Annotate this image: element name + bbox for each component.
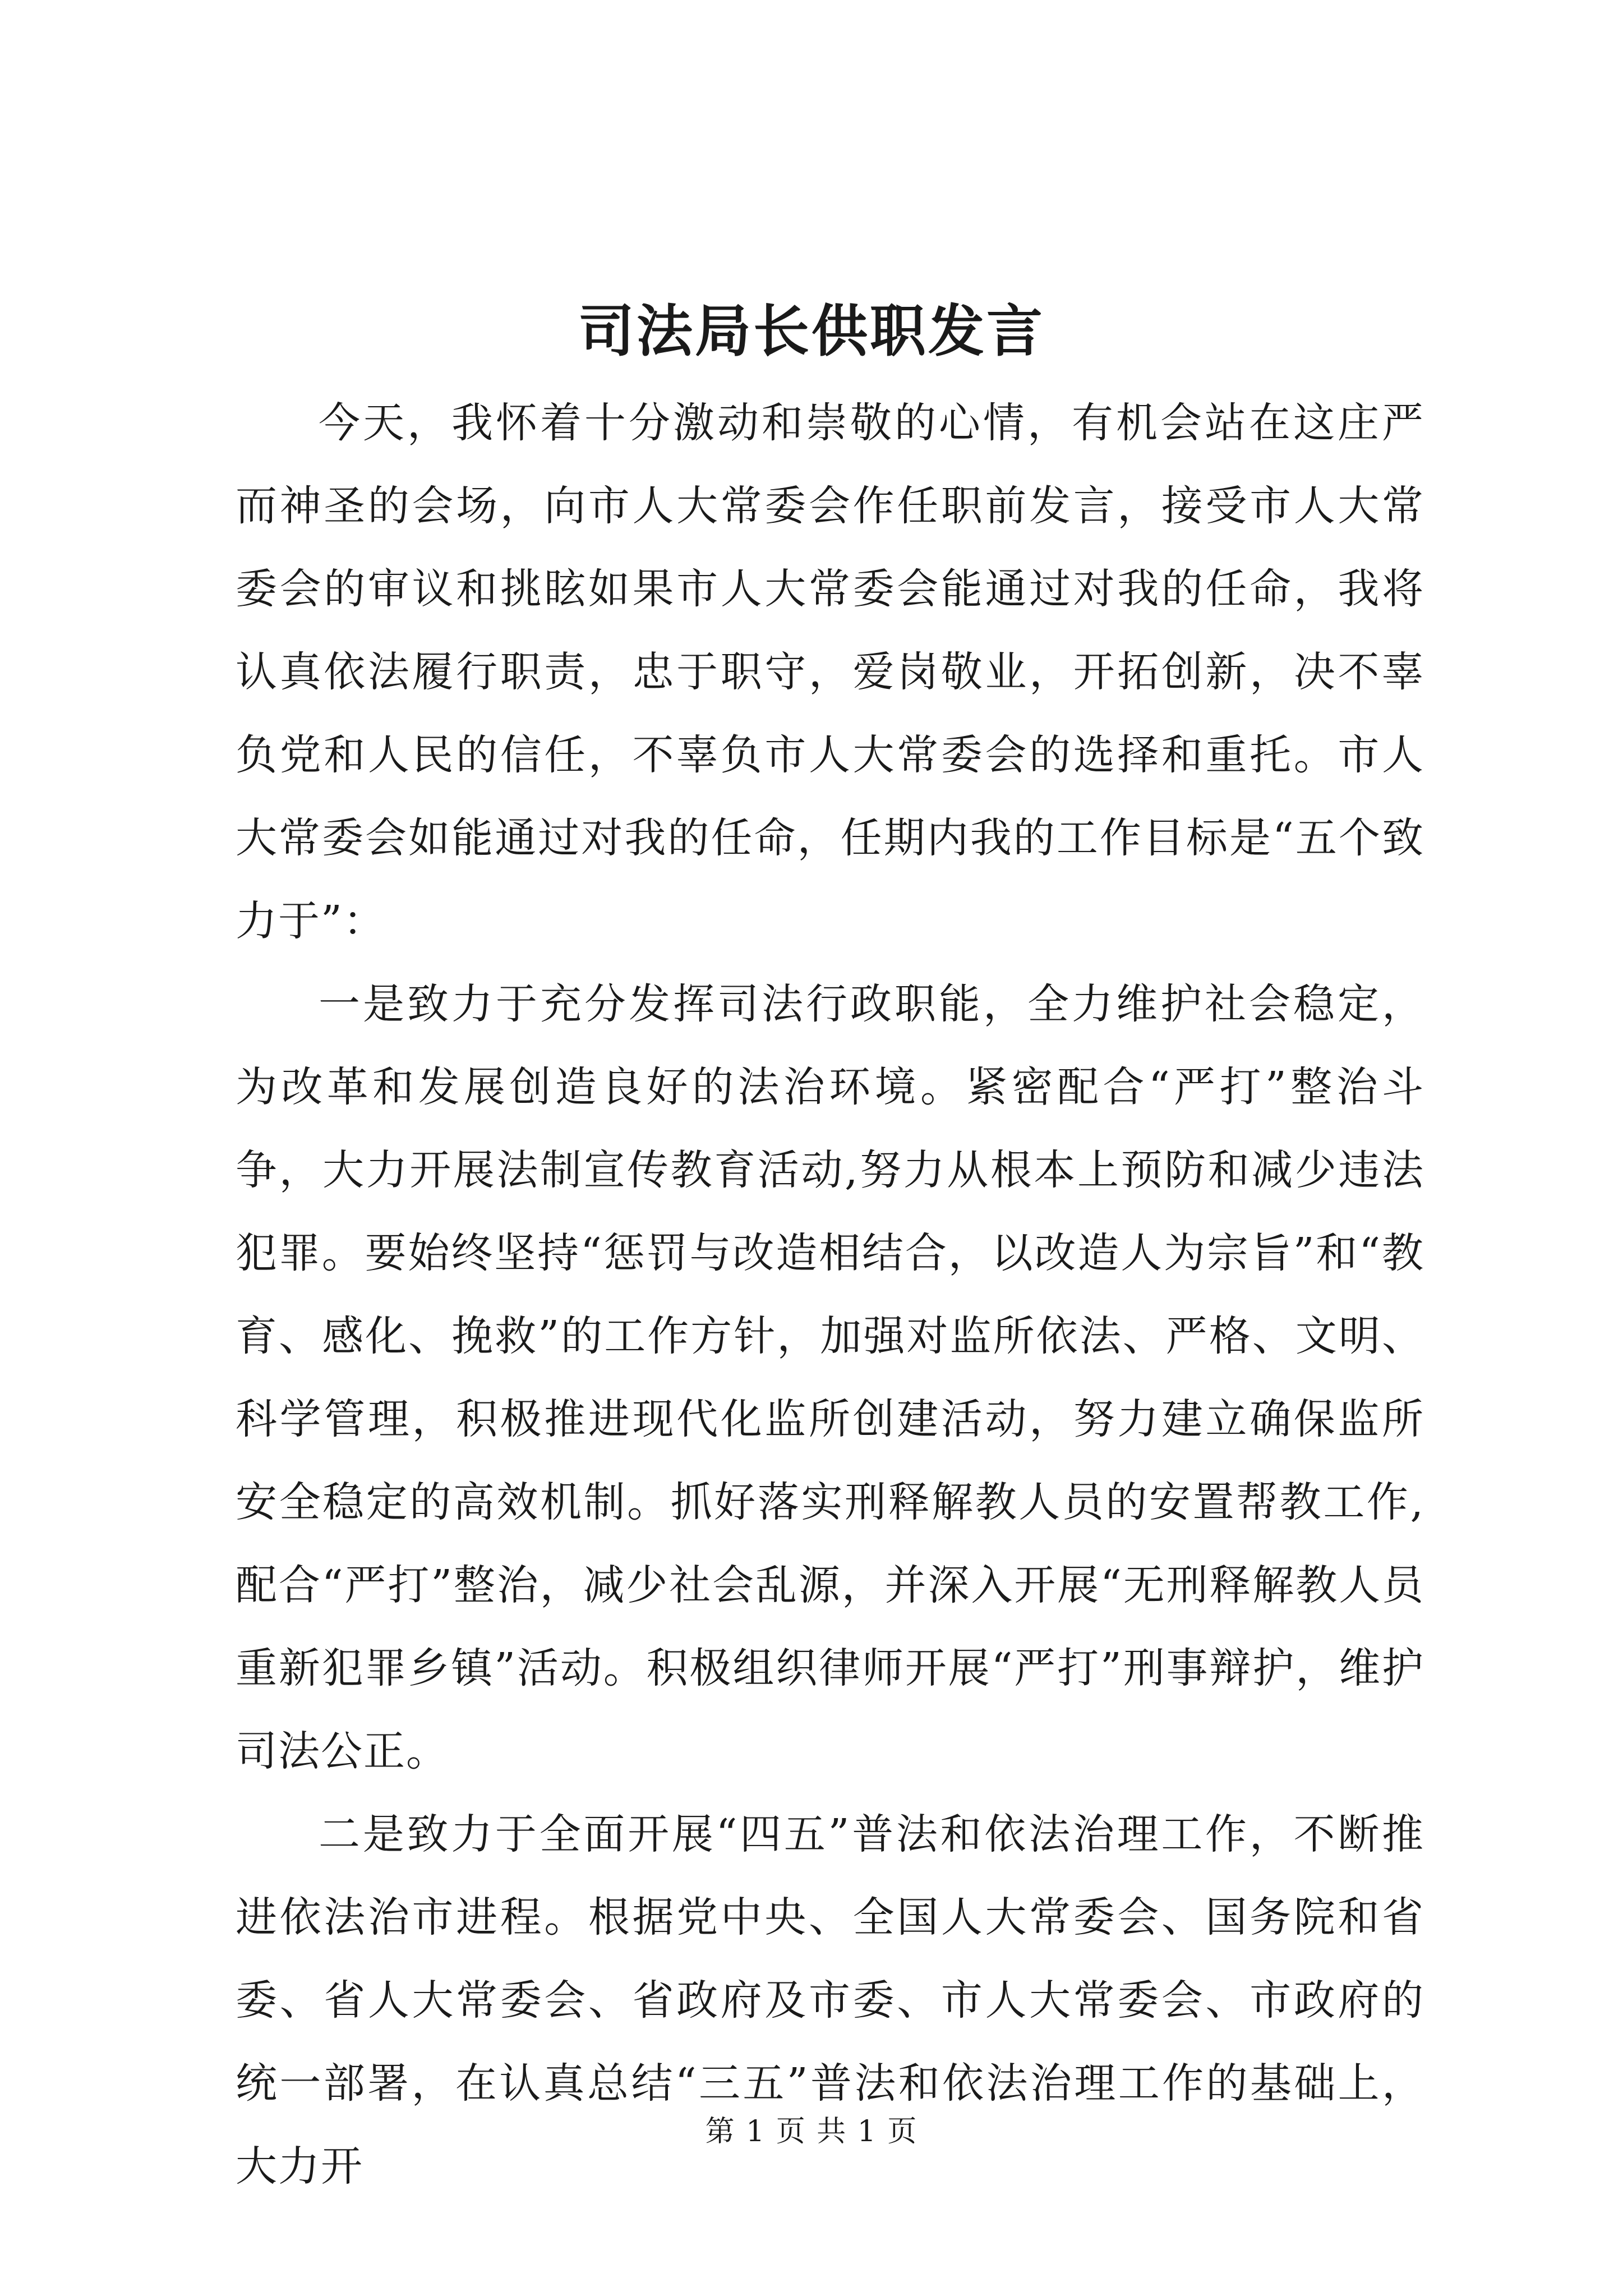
paragraph-goal-two: 二是致力于全面开展“四五”普法和依法治理工作，不断推进依法治市进程。根据党中央、全国人大常委会、国务院和省委、省人大常委会、省政府及市委、市人大常委会、市政府的统一部署，在认真总结“三五”普法和依法治理工作的基础上，大力开 xyxy=(236,1810,1424,2191)
paragraph-intro: 今天，我怀着十分激动和崇敬的心情，有机会站在这庄严而神圣的会场，向市人大常委会作任职前发言，接受市人大常委会的审议和挑眩如果市人大常委会能通过对我的任命，我将认真依法履行职责，忠于职守，爱岗敬业，开拓创新，决不辜负党和人民的信任，不辜负市人大常委会的选择和重托。市人大常委会如能通过对我的任命，任期内我的工作目标是“五个致力于”： xyxy=(236,399,1424,945)
document-title: 司法局长供职发言 xyxy=(578,298,1045,364)
document-body xyxy=(236,381,1424,2208)
page-footer: 第 1 页 共 1 页 xyxy=(705,2115,918,2148)
paragraph-goal-one: 一是致力于充分发挥司法行政职能，全力维护社会稳定，为改革和发展创造良好的法治环境。紧密配合“严打”整治斗争，大力开展法制宣传教育活动,努力从根本上预防和减少违法犯罪。要始终坚持“惩罚与改造相结合，以改造人为宗旨”和“教育、感化、挽救”的工作方针，加强对监所依法、严格、文明、科学管理，积极推进现代化监所创建活动，努力建立确保监所安全稳定的高效机制。抓好落实刑释解教人员的安置帮教工作,配合“严打”整治，减少社会乱源，并深入开展“无刑释解教人员重新犯罪乡镇”活动。积极组织律师开展“严打”刑事辩护，维护司法公正。 xyxy=(236,980,1424,1775)
